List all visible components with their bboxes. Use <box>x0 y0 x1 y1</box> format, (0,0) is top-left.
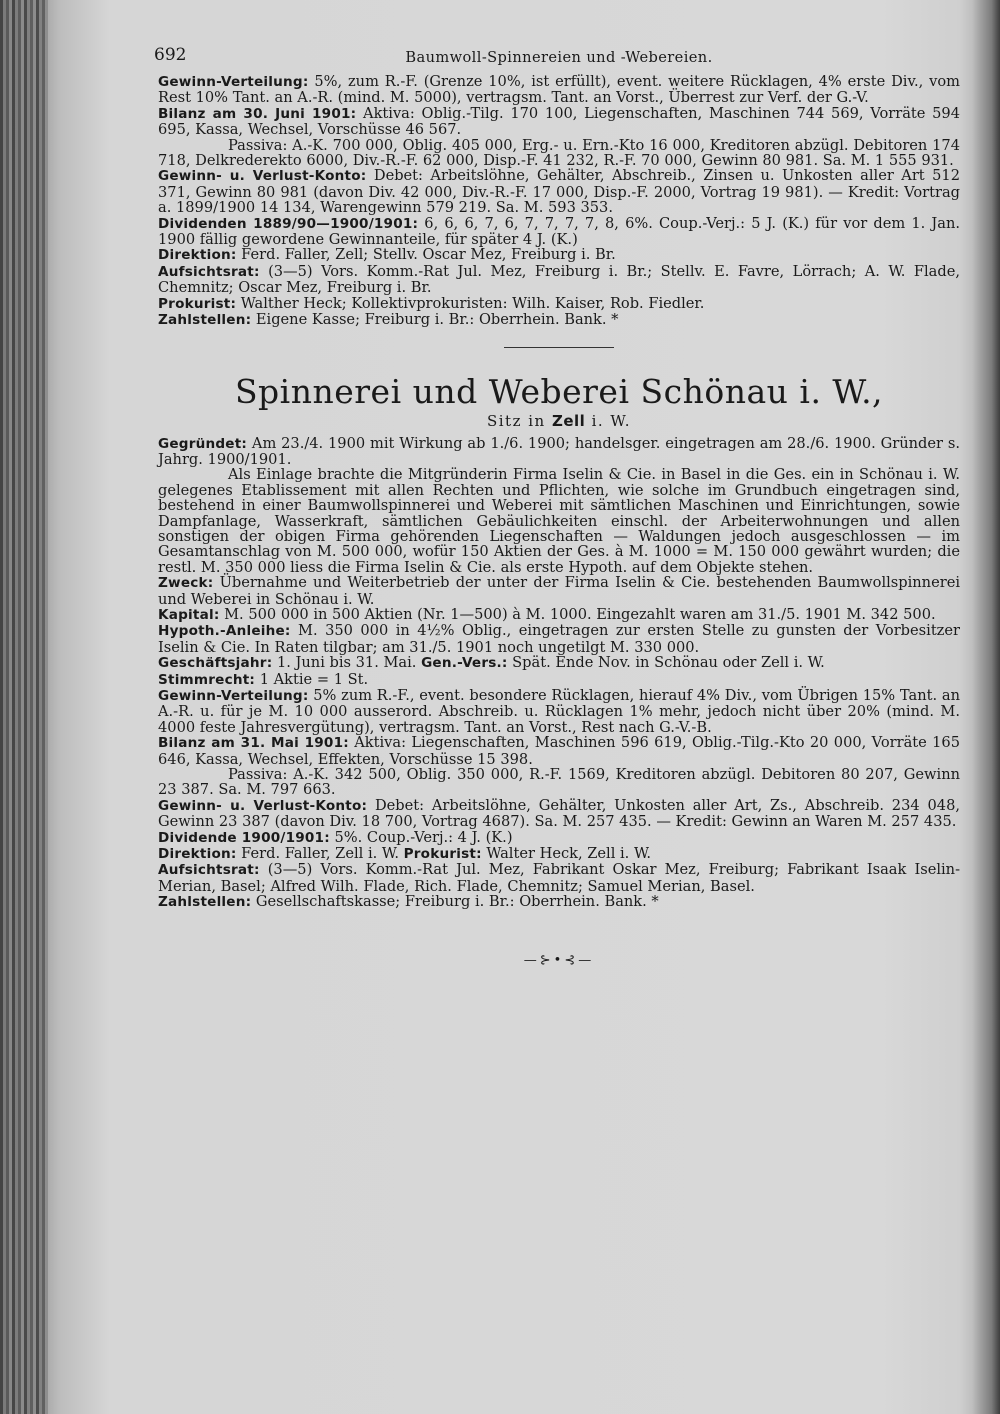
field-text: Debet: Arbeitslöhne, Gehälter, Unkosten aller Art, Zs., Abschreib. 234 048, Gewinn 23 387 (davon Div. 18 700, Vortrag 4687). Sa. M. 257 435. — Kredit: Gewinn an Waren M. 257 435. <box>158 796 960 831</box>
field-label: Geschäftsjahr: <box>158 655 273 672</box>
field-text: Am 23./4. 1900 mit Wirkung ab 1./6. 1900; handelsger. eingetragen am 28./6. 1900. Gründer s. Jahrg. 1900/1901. <box>158 434 960 468</box>
field-label: Direktion: <box>158 247 237 264</box>
field-text: Übernahme und Weiterbetrieb der unter der Firma Iselin & Cie. bestehenden Baumwollspinnerei und Weberei in Schönau i. W. <box>158 574 960 608</box>
entry-paragraph <box>158 138 960 169</box>
field-text: 1. Juni bis 31. Mai. <box>272 654 422 672</box>
entry-paragraph <box>158 607 960 623</box>
field-text: Passiva: A.-K. 700 000, Oblig. 405 000, Erg.- u. Ern.-Kto 16 000, Kreditoren abzügl. Debitoren 174 718, Delkrederekto 6000, Div.-R.-F. 62 000, Disp.-F. 41 232, R.-F. 70 000, Gewinn 80 981. Sa. M. 1 555 931. <box>158 136 960 170</box>
field-label: Gewinn- u. Verlust-Konto: <box>158 168 367 185</box>
page-right-edge <box>972 0 1000 1414</box>
field-label: Aufsichtsrat: <box>158 263 260 280</box>
field-text: 5% zum R.-F., event. besondere Rücklagen, hierauf 4% Div., vom Übrigen 15% Tant. an A.-R. u. für je M. 10 000 ausserord. Abschreib. u. Rücklagen 1% mehr, jedoch nicht über 20% (mind. M. 4000 feste Jahresvergütung), vertragsm. Tant. an Vorst., Rest nach G.-V.-B. <box>158 687 960 736</box>
entry-paragraph <box>158 247 960 263</box>
field-label: Bilanz am 31. Mai 1901: <box>158 735 349 752</box>
field-text: Ferd. Faller, Zell; Stellv. Oscar Mez, Freiburg i. Br. <box>236 246 616 264</box>
company-seat <box>158 412 960 430</box>
seat-suffix: i. W. <box>585 411 631 430</box>
field-label: Zahlstellen: <box>158 312 252 329</box>
page-content <box>154 44 961 968</box>
field-text: Aktiva: Liegenschaften, Maschinen 596 619, Oblig.-Tilg.-Kto 20 000, Vorräte 165 646, Kassa, Wechsel, Effekten, Vorschüsse 15 398. <box>158 734 960 768</box>
entry-paragraph <box>158 312 960 328</box>
entry-paragraph <box>158 846 960 862</box>
field-label: Direktion: <box>158 846 237 863</box>
field-text: Debet: Arbeitslöhne, Gehälter, Abschreib., Zinsen u. Unkosten aller Art 512 371, Gewinn 80 981 (davon Div. 42 000, Div.-R.-F. 17 000, Disp.-F. 2000, Vortrag 19 981). — Kredit: Vortrag a. 1899/1900 14 134, Warengewinn 579 219. Sa. M. 593 353. <box>158 167 960 217</box>
field-text: Eigene Kasse; Freiburg i. Br.: Oberrhein. Bank. * <box>251 311 619 329</box>
entry-paragraph <box>158 168 960 215</box>
running-header <box>154 44 960 74</box>
seat-town: Zell <box>551 411 586 430</box>
entry-schoenau <box>158 436 960 911</box>
field-text: Als Einlage brachte die Mitgründerin Firma Iselin & Cie. in Basel in die Ges. ein in Schönau i. W. gelegenes Etablissement mit allen Rechten und Pflichten, wie solche im Grundbuch eingetragen sind, bestehend in einer Baumwollspinnerei und Weberei mit sämtlichen Maschinen und Einrichtungen, sowie Dampfanlage, Wasserkraft, sämtlichen Gebäulichkeiten einschl. der Arbeiterwohnungen und allen sonstigen der obigen Firma gehörenden Liegenschaften — Waldungen jedoch ausgeschlossen — im Gesamtanschlag von M. 500 000, wofür 150 Aktien der Ges. à M. 1000 = M. 150 000 gewährt wurden; die restl. M. 350 000 liess die Firma Iselin & Cie. als erste Hypoth. auf dem Objekte stehen. <box>158 466 960 576</box>
entry-paragraph <box>158 106 960 138</box>
entry-paragraph <box>158 467 960 575</box>
entry-paragraph <box>158 894 960 910</box>
field-label: Gewinn-Verteilung: <box>158 688 309 704</box>
entry-paragraph <box>158 575 960 607</box>
field-label: Hypoth.-Anleihe: <box>158 623 291 640</box>
page-number: 692 <box>154 45 187 65</box>
entry-paragraph <box>158 74 960 106</box>
field-text: Gesellschaftskasse; Freiburg i. Br.: Oberrhein. Bank. * <box>251 893 659 911</box>
field-text: Spät. Ende Nov. in Schönau oder Zell i. W. <box>507 654 825 672</box>
seat-prefix: Sitz in <box>486 411 552 430</box>
field-label: Stimmrecht: <box>158 671 256 688</box>
field-label: Dividenden 1889/90—1900/1901: <box>158 215 419 232</box>
field-text: M. 500 000 in 500 Aktien (Nr. 1—500) à M. 1000. Eingezahlt waren am 31./5. 1901 M. 342 500. <box>219 605 936 623</box>
field-label: Prokurist: <box>158 295 237 312</box>
book-spine-edge <box>0 0 48 1414</box>
entry-paragraph <box>158 216 960 248</box>
field-text: 5%. Coup.-Verj.: 4 J. (K.) <box>329 828 513 846</box>
field-label: Zweck: <box>158 575 214 592</box>
field-label: Gen.-Vers.: <box>421 655 508 672</box>
section-divider <box>504 347 614 348</box>
company-title: Spinnerei und Weberei Schönau i. W., <box>234 371 884 411</box>
field-text: M. 350 000 in 4½% Oblig., eingetragen zur ersten Stelle zu gunsten der Vorbesitzer Iselin & Cie. In Raten tilgbar; am 31./5. 1901 noch ungetilgt M. 330 000. <box>158 622 960 656</box>
entry-paragraph <box>158 830 960 846</box>
field-text: 5%, zum R.-F. (Grenze 10%, ist erfüllt), event. weitere Rücklagen, 4% erste Div., vom Rest 10% Tant. an A.-R. (mind. M. 5000), vertragsm. Tant. an Vorst., Überrest zur Verf. der G.-V. <box>158 73 960 107</box>
running-title: Baumwoll-Spinnereien und -Webereien. <box>405 49 713 66</box>
entry-paragraph <box>158 264 960 296</box>
entry-paragraph <box>158 655 960 671</box>
field-text: 6, 6, 6, 7, 6, 7, 7, 7, 7, 8, 6%. Coup.-Verj.: 5 J. (K.) für vor dem 1. Jan. 1900 fällig gewordene Gewinnanteile, für später 4 J. (K.) <box>158 214 960 249</box>
ornament: —⊱•⊰— <box>523 952 595 968</box>
field-text: (3—5) Vors. Komm.-Rat Jul. Mez, Fabrikant Oskar Mez, Freiburg; Fabrikant Isaak Iselin-Merian, Basel; Alfred Wilh. Flade, Rich. Flade, Chemnitz; Samuel Merian, Basel. <box>158 861 960 895</box>
field-text: Walter Heck, Zell i. W. <box>481 845 652 863</box>
entry-paragraph <box>158 672 960 688</box>
field-text: Aktiva: Oblig.-Tilg. 170 100, Liegenschaften, Maschinen 744 569, Vorräte 594 695, Kassa, Wechsel, Vorschüsse 46 567. <box>158 104 961 139</box>
field-label: Gegründet: <box>158 435 248 452</box>
field-text: Walther Heck; Kollektivprokuristen: Wilh. Kaiser, Rob. Fiedler. <box>236 294 705 312</box>
entry-paragraph <box>158 767 960 798</box>
field-label: Gewinn- u. Verlust-Konto: <box>158 797 368 814</box>
entry-paragraph <box>158 623 960 655</box>
field-text: (3—5) Vors. Komm.-Rat Jul. Mez, Freiburg i. Br.; Stellv. E. Favre, Lörrach; A. W. Flade, Chemnitz; Oscar Mez, Freiburg i. Br. <box>158 262 960 297</box>
field-label: Zahlstellen: <box>158 894 252 911</box>
entry-paragraph <box>158 798 960 830</box>
field-text: Ferd. Faller, Zell i. W. <box>236 845 404 863</box>
entry-paragraph <box>158 735 960 767</box>
field-text: Passiva: A.-K. 342 500, Oblig. 350 000, R.-F. 1569, Kreditoren abzügl. Debitoren 80 207, Gewinn 23 387. Sa. M. 797 663. <box>158 766 960 799</box>
field-label: Bilanz am 30. Juni 1901: <box>158 105 357 122</box>
entry-paragraph <box>158 296 960 312</box>
field-label: Gewinn-Verteilung: <box>158 74 309 90</box>
field-text: 1 Aktie = 1 St. <box>255 670 369 688</box>
entry-previous-company <box>158 74 960 329</box>
entry-paragraph <box>158 688 960 735</box>
entry-paragraph <box>158 436 960 468</box>
field-label: Prokurist: <box>403 846 482 863</box>
field-label: Kapital: <box>158 606 220 623</box>
field-label: Dividende 1900/1901: <box>158 829 330 846</box>
entry-paragraph <box>158 862 960 894</box>
field-label: Aufsichtsrat: <box>158 862 260 879</box>
